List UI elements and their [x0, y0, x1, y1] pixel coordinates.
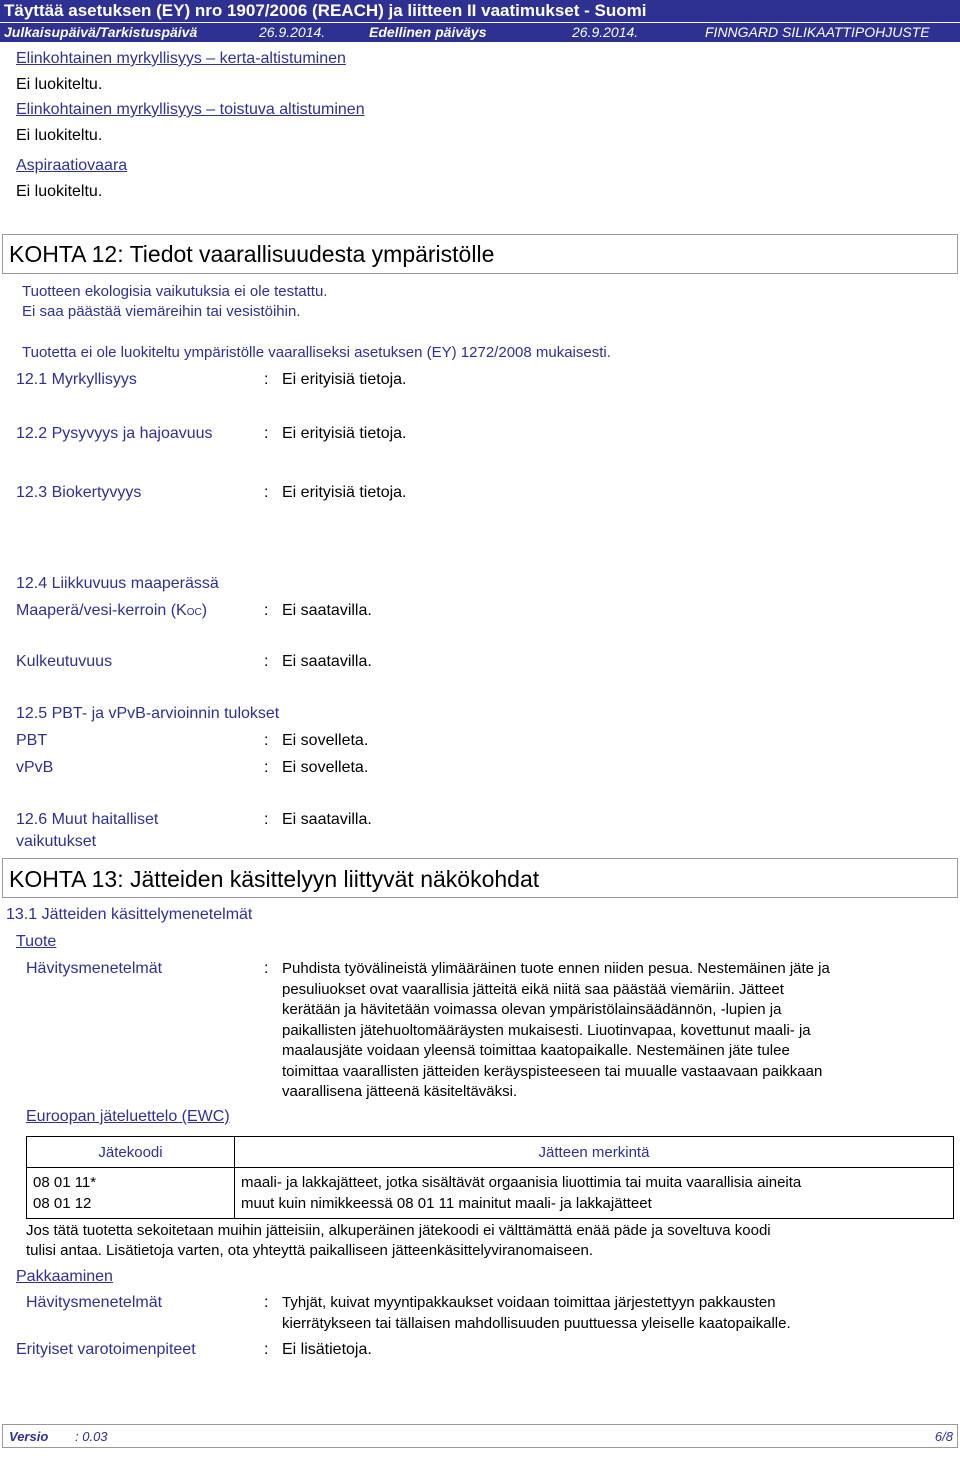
ewc-description-header: Jätteen merkintä [235, 1137, 954, 1168]
other-effects-colon: : [264, 811, 269, 828]
packaging-disposal-line-2: kierrätykseen tai tällaisen mahdollisuuden puuttuessa yleiselle kaatopaikalle. [282, 1315, 791, 1332]
pbt-colon: : [264, 732, 269, 749]
koc-subscript: OC [186, 607, 202, 618]
other-effects-label-2: vaikutukset [16, 833, 97, 850]
page-number: 6/8 [934, 1429, 953, 1444]
aspiration-value: Ei luokiteltu. [16, 183, 103, 200]
section-13-title: KOHTA 13: Jätteiden käsittelyyn liittyvät näkökohdat [2, 858, 958, 898]
disposal-colon: : [264, 960, 269, 977]
koc-colon: : [264, 602, 269, 619]
table-header-row [27, 1137, 954, 1168]
waste-methods-heading: 13.1 Jätteiden käsittelymenetelmät [6, 906, 253, 923]
ewc-description: maali- ja lakkajätteet, jotka sisältävät orgaanisia liuottimia tai muita vaarallisia aineita [241, 1174, 802, 1191]
bioaccumulation-colon: : [264, 484, 269, 501]
vpvb-colon: : [264, 759, 269, 776]
packaging-subheading: Pakkaaminen [16, 1268, 113, 1285]
mobility-sub-value: Ei saatavilla. [282, 653, 372, 670]
stot-single-heading: Elinkohtainen myrkyllisyys – kerta-altistuminen [16, 50, 346, 67]
mobility-sub-label: Kulkeutuvuus [16, 653, 113, 670]
koc-label-text: Maaperä/vesi-kerroin (K [16, 602, 187, 619]
disposal-label: Hävitysmenetelmät [26, 960, 163, 977]
product-name: FINNGARD SILIKAATTIPOHJUSTE [705, 24, 930, 40]
vpvb-value: Ei sovelleta. [282, 759, 369, 776]
toxicity-label: 12.1 Myrkyllisyys [16, 371, 137, 388]
section-12-intro-3: Tuotetta ei ole luokiteltu ympäristölle vaaralliseksi asetuksen (EY) 1272/2008 mukaisesti. [22, 344, 611, 361]
persistence-colon: : [264, 425, 269, 442]
disposal-text [282, 959, 952, 1103]
version-value: : 0.03 [75, 1429, 108, 1444]
ewc-code-header: Jätekoodi [27, 1137, 235, 1168]
toxicity-value: Ei erityisiä tietoja. [282, 371, 407, 388]
toxicity-colon: : [264, 371, 269, 388]
packaging-disposal-line-1: Tyhjät, kuivat myyntipakkaukset voidaan toimittaa järjestettyyn pakkausten [282, 1294, 776, 1311]
precautions-label: Erityiset varotoimenpiteet [16, 1341, 196, 1358]
document-title: Täyttää asetuksen (EY) nro 1907/2006 (REACH) ja liitteen II vaatimukset - Suomi [0, 0, 960, 22]
stot-single-value: Ei luokiteltu. [16, 76, 103, 93]
aspiration-heading: Aspiraatiovaara [16, 157, 128, 174]
product-subheading: Tuote [16, 933, 57, 950]
section-12-intro-1: Tuotteen ekologisia vaikutuksia ei ole testattu. [22, 283, 328, 300]
page-footer [2, 1424, 958, 1448]
mixing-note-line-1: Jos tätä tuotetta sekoitetaan muihin jätteisiin, alkuperäinen jätekoodi ei välttämättä enää päde ja soveltuva koodi [26, 1222, 771, 1239]
pbt-label: PBT [16, 732, 48, 749]
packaging-disposal-colon: : [264, 1294, 269, 1311]
koc-label-close: ) [201, 602, 208, 619]
mixing-note-line-2: tulisi antaa. Lisätietoja varten, ota yhteyttä paikalliseen jätteenkäsittelyviranomaiseen. [26, 1242, 593, 1259]
table-row [27, 1168, 954, 1219]
pbt-value: Ei sovelleta. [282, 732, 369, 749]
packaging-disposal-label: Hävitysmenetelmät [26, 1294, 163, 1311]
previous-date: 26.9.2014. [572, 24, 639, 40]
koc-value: Ei saatavilla. [282, 602, 372, 619]
pbt-heading: 12.5 PBT- ja vPvB-arvioinnin tulokset [16, 705, 280, 722]
other-effects-value: Ei saatavilla. [282, 811, 372, 828]
ewc-heading: Euroopan jäteluettelo (EWC) [26, 1108, 230, 1125]
ewc-table [26, 1136, 954, 1219]
bioaccumulation-value: Ei erityisiä tietoja. [282, 484, 407, 501]
previous-date-label: Edellinen päiväys [369, 24, 487, 40]
vpvb-label: vPvB [16, 759, 54, 776]
ewc-code: 08 01 12 [33, 1195, 92, 1212]
disposal-line: maalausjäte voidaan yleensä toimittaa kaatopaikalle. Nestemäinen jäte tulee [282, 1042, 790, 1059]
header-meta-bar [0, 22, 960, 42]
ewc-description: muut kuin nimikkeessä 08 01 11 mainitut maali- ja lakkajätteet [241, 1195, 652, 1212]
stot-repeated-heading: Elinkohtainen myrkyllisyys – toistuva altistuminen [16, 101, 365, 118]
ewc-codes-cell [27, 1168, 235, 1219]
ewc-code: 08 01 11* [33, 1174, 97, 1191]
mobility-heading: 12.4 Liikkuvuus maaperässä [16, 575, 219, 592]
disposal-line: toimittaa vaarallisten jätteiden keräyspisteeseen tai muualle vastaavaan paikkaan [282, 1062, 823, 1080]
issue-date-label: Julkaisupäivä/Tarkistuspäivä [4, 24, 198, 40]
disposal-line: pesuliuokset ovat vaarallisia jätteitä eikä niitä saa päästää viemäriin. Jätteet [282, 980, 784, 998]
issue-date: 26.9.2014. [259, 24, 326, 40]
persistence-label: 12.2 Pysyvyys ja hajoavuus [16, 425, 213, 442]
koc-label [16, 602, 207, 620]
section-12-intro-2: Ei saa päästää viemäreihin tai vesistöihin. [22, 303, 301, 320]
persistence-value: Ei erityisiä tietoja. [282, 425, 407, 442]
mobility-sub-colon: : [264, 653, 269, 670]
disposal-line: vaarallisena jätteenä käsiteltäväksi. [282, 1083, 518, 1100]
other-effects-label-1: 12.6 Muut haitalliset [16, 811, 159, 828]
bioaccumulation-label: 12.3 Biokertyvyys [16, 484, 142, 501]
version-label: Versio [9, 1429, 49, 1444]
disposal-line: paikallisten jätehuoltomääräysten mukaisesti. Liuotinvapaa, kovettunut maali- ja [282, 1021, 811, 1039]
ewc-descriptions-cell [235, 1168, 954, 1219]
precautions-value: Ei lisätietoja. [282, 1341, 372, 1358]
disposal-line: kerätään ja hävitetään voimassa olevan ympäristölainsäädännön, -lupien ja [282, 1001, 782, 1018]
precautions-colon: : [264, 1341, 269, 1358]
section-12-title: KOHTA 12: Tiedot vaarallisuudesta ympäristölle [2, 234, 958, 274]
stot-repeated-value: Ei luokiteltu. [16, 127, 103, 144]
disposal-line: Puhdista työvälineistä ylimääräinen tuote ennen niiden pesua. Nestemäinen jäte ja [282, 960, 830, 977]
